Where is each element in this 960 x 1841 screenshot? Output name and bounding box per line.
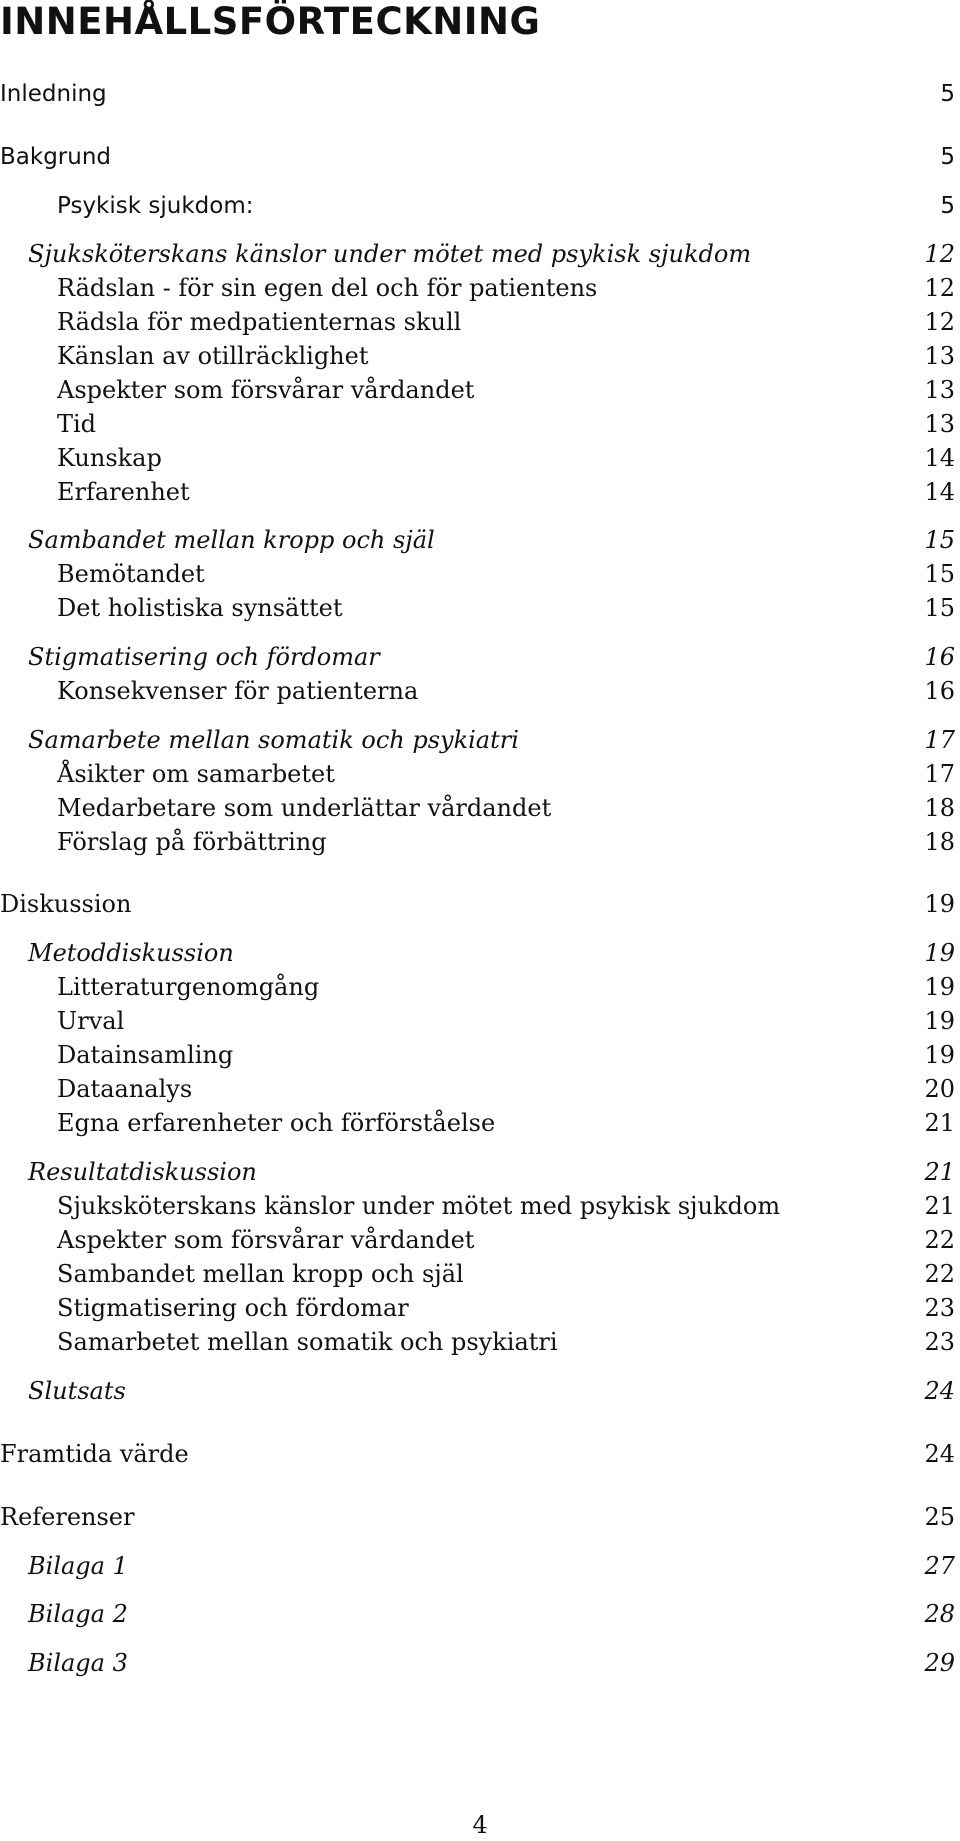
toc-entry-referenser[interactable] [0,1501,955,1533]
toc-entry-page: 15 [924,526,955,554]
toc-entry-page: 13 [924,342,955,370]
toc-entry-aspekter[interactable] [57,374,955,406]
toc-entry-title: Egna erfarenheter och förförståelse [57,1109,496,1137]
toc-entry-page: 15 [924,560,955,588]
toc-entry-samarbetet-2[interactable] [57,1326,955,1358]
toc-entry-page: 23 [924,1294,955,1322]
toc-entry-forslag[interactable] [57,826,955,858]
toc-entry-title: Stigmatisering och fördomar [57,1294,409,1322]
toc-entry-bakgrund[interactable] [0,141,955,173]
toc-entry-page: 21 [924,1109,955,1137]
toc-entry-egna-erfarenheter[interactable] [57,1107,955,1139]
toc-entry-sjukskoterskans-kanslor[interactable] [28,238,955,270]
toc-entry-resultatdiskussion[interactable] [28,1156,955,1188]
toc-entry-page: 14 [924,444,955,472]
toc-entry-page: 24 [924,1440,955,1468]
toc-entry-datainsamling[interactable] [57,1039,955,1071]
toc-entry-title: Förslag på förbättring [57,828,327,856]
toc-entry-page: 22 [924,1260,955,1288]
toc-entry-page: 27 [924,1552,955,1580]
toc-entry-tid[interactable] [57,408,955,440]
toc-entry-kunskap[interactable] [57,442,955,474]
toc-entry-title: Rädslan - för sin egen del och för patientens [57,274,598,302]
toc-entry-title: Samarbetet mellan somatik och psykiatri [57,1328,558,1356]
toc-entry-title: Medarbetare som underlättar vårdandet [57,794,552,822]
toc-entry-title: Det holistiska synsättet [57,594,343,622]
toc-entry-sjukskoterskans-kanslor-2[interactable] [57,1190,955,1222]
toc-entry-title: Litteraturgenomgång [57,973,320,1001]
toc-entry-bilaga-2[interactable] [28,1598,955,1630]
toc-entry-title: Sjuksköterskans känslor under mötet med psykisk sjukdom [57,1192,781,1220]
toc-entry-title: Rädsla för medpatienternas skull [57,308,462,336]
toc-entry-page: 19 [924,939,955,967]
toc-entry-title: Inledning [0,81,107,107]
toc-entry-page: 5 [940,144,955,170]
toc-entry-page: 5 [940,81,955,107]
toc-entry-page: 13 [924,376,955,404]
toc-entry-page: 12 [924,274,955,302]
toc-entry-page: 29 [924,1649,955,1677]
toc-entry-framtida-varde[interactable] [0,1438,955,1470]
toc-entry-radsla-medpatienter[interactable] [57,306,955,338]
toc-entry-title: Kunskap [57,444,162,472]
toc-entry-asikter[interactable] [57,758,955,790]
toc-entry-title: Bilaga 2 [28,1600,128,1628]
toc-entry-page: 17 [924,726,955,754]
toc-entry-title: Datainsamling [57,1041,234,1069]
toc-entry-page: 5 [940,193,955,219]
toc-entry-title: Diskussion [0,890,132,918]
toc-entry-title: Samarbete mellan somatik och psykiatri [28,726,519,754]
toc-entry-title: Metoddiskussion [28,939,234,967]
toc-entry-aspekter-2[interactable] [57,1224,955,1256]
toc-entry-title: Erfarenhet [57,478,190,506]
toc-entry-title: Bilaga 3 [28,1649,128,1677]
toc-entry-page: 19 [924,1007,955,1035]
toc-entry-page: 24 [924,1377,955,1405]
toc-entry-litteraturgenomgang[interactable] [57,971,955,1003]
toc-entry-otillracklighet[interactable] [57,340,955,372]
toc-entry-page: 21 [924,1192,955,1220]
toc-entry-erfarenhet[interactable] [57,476,955,508]
toc-entry-page: 19 [924,890,955,918]
toc-entry-bilaga-3[interactable] [28,1647,955,1679]
toc-entry-title: Åsikter om samarbetet [57,760,335,788]
toc-entry-title: Sambandet mellan kropp och själ [28,526,435,554]
toc-entry-stigmatisering[interactable] [28,641,955,673]
toc-entry-psykisk-sjukdom[interactable] [57,190,955,222]
toc-entry-title: Bakgrund [0,144,112,170]
toc-entry-title: Känslan av otillräcklighet [57,342,369,370]
toc-entry-page: 16 [924,677,955,705]
toc-entry-page: 21 [924,1158,955,1186]
toc-entry-page: 15 [924,594,955,622]
page-title: INNEHÅLLSFÖRTECKNING [0,0,541,43]
toc-entry-title: Tid [57,410,97,438]
toc-entry-page: 22 [924,1226,955,1254]
toc-entry-page: 17 [924,760,955,788]
toc-entry-page: 25 [924,1503,955,1531]
toc-entry-title: Framtida värde [0,1440,189,1468]
toc-entry-page: 18 [924,828,955,856]
toc-entry-page: 23 [924,1328,955,1356]
toc-entry-title: Urval [57,1007,125,1035]
toc-entry-page: 28 [924,1600,955,1628]
toc-entry-slutsats[interactable] [28,1375,955,1407]
toc-entry-bilaga-1[interactable] [28,1550,955,1582]
toc-entry-page: 16 [924,643,955,671]
toc-entry-title: Resultatdiskussion [28,1158,257,1186]
toc-entry-title: Sjuksköterskans känslor under mötet med psykisk sjukdom [28,240,752,268]
toc-entry-title: Referenser [0,1503,135,1531]
toc-entry-sambandet[interactable] [28,524,955,556]
toc-entry-title: Sambandet mellan kropp och själ [57,1260,464,1288]
toc-entry-urval[interactable] [57,1005,955,1037]
toc-entry-stigmatisering-2[interactable] [57,1292,955,1324]
toc-entry-konsekvenser[interactable] [57,675,955,707]
toc-entry-title: Bilaga 1 [28,1552,128,1580]
toc-entry-dataanalys[interactable] [57,1073,955,1105]
toc-entry-metoddiskussion[interactable] [28,937,955,969]
toc-entry-title: Bemötandet [57,560,205,588]
toc-entry-title: Stigmatisering och fördomar [28,643,380,671]
toc-entry-page: 19 [924,1041,955,1069]
toc-entry-title: Slutsats [28,1377,126,1405]
toc-entry-page: 20 [924,1075,955,1103]
toc-entry-radslan[interactable] [57,272,955,304]
toc-entry-title: Aspekter som försvårar vårdandet [57,376,475,404]
toc-entry-page: 12 [924,240,955,268]
toc-entry-sambandet-2[interactable] [57,1258,955,1290]
toc-entry-bemotandet[interactable] [57,558,955,590]
toc-entry-page: 18 [924,794,955,822]
toc-entry-page: 12 [924,308,955,336]
toc-entry-medarbetare[interactable] [57,792,955,824]
toc-entry-diskussion[interactable] [0,888,955,920]
toc-entry-page: 19 [924,973,955,1001]
toc-entry-holistiska[interactable] [57,592,955,624]
toc-entry-page: 14 [924,478,955,506]
toc-entry-page: 13 [924,410,955,438]
toc-entry-title: Aspekter som försvårar vårdandet [57,1226,475,1254]
toc-entry-inledning[interactable] [0,78,955,110]
page-number: 4 [472,1811,488,1839]
toc-entry-samarbete[interactable] [28,724,955,756]
toc-entry-title: Dataanalys [57,1075,193,1103]
toc-entry-title: Konsekvenser för patienterna [57,677,419,705]
toc-entry-title: Psykisk sjukdom: [57,193,254,219]
